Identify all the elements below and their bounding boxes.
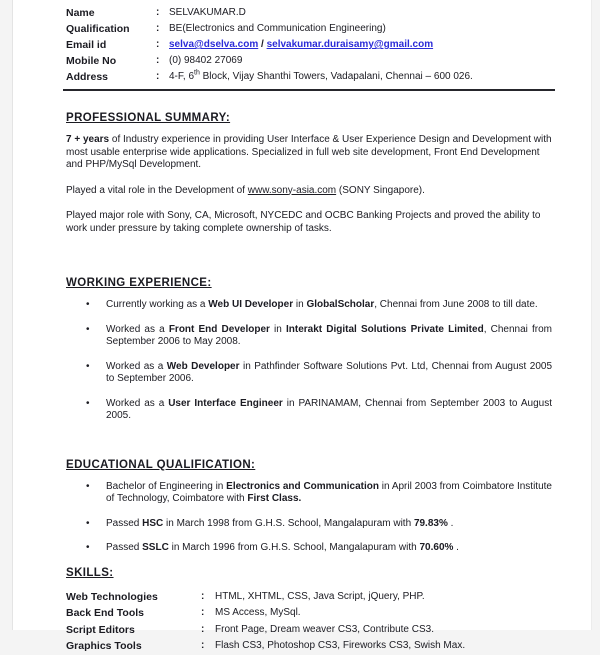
email-value: [169, 37, 552, 53]
skills-row: [66, 638, 552, 655]
summary-paragraph-3: Played major role with Sony, CA, Microsoft, NYCEDC and OCBC Banking Projects and proved the ability to work under pressure by taking complete ownership of tasks.: [66, 210, 541, 234]
experience-item-text: Worked as a User Interface Engineer in PARINAMAM, Chennai from September 2003 to August 2005.: [106, 397, 552, 421]
education-item-text: Passed HSC in March 1998 from G.H.S. School, Mangalapuram with 79.83% .: [106, 517, 454, 529]
colon-separator: :: [201, 640, 205, 651]
experience-item: [86, 398, 552, 423]
experience-item: [86, 324, 552, 349]
skills-row: [66, 605, 552, 622]
experience-item: [86, 299, 552, 312]
education-item: [86, 481, 552, 506]
experience-item-text: Currently working as a Web UI Developer in GlobalScholar, Chennai from June 2008 to till date.: [106, 299, 538, 310]
education-item-text: Passed SSLC in March 1996 from G.H.S. School, Mangalapuram with 70.60% .: [106, 542, 459, 553]
contact-block: [66, 5, 552, 85]
contact-row-name: [66, 5, 552, 21]
address-value: [169, 69, 552, 85]
skill-category-label: Web Technologies: [66, 590, 158, 603]
education-item-text: Bachelor of Engineering in Electronics and Communication in April 2003 from Coimbatore Institute of Technology, Coimbatore with First Class.: [106, 480, 552, 504]
colon-separator: :: [201, 623, 205, 635]
divider-line: [63, 89, 555, 91]
summary-paragraph-1: 7 + years of Industry experience in providing User Interface & User Experience Design and Development with most usable enterprise wide applications. Specialized in full web site development, Front End Development and PHP/MySql Development.: [66, 134, 552, 170]
skill-category-label: Script Editors: [66, 623, 135, 636]
address-ordinal: th: [194, 69, 200, 77]
qualification-label: Qualification: [66, 23, 130, 35]
bullet-icon: •: [86, 517, 90, 529]
bullet-icon: •: [86, 360, 90, 372]
email-link-secondary[interactable]: selvakumar.duraisamy@gmail.com: [266, 39, 434, 50]
experience-item: [86, 361, 552, 386]
bullet-icon: •: [86, 480, 90, 492]
working-experience-heading: WORKING EXPERIENCE:: [66, 277, 212, 289]
skill-value: Flash CS3, Photoshop CS3, Fireworks CS3, Swish Max.: [215, 640, 466, 651]
skill-value: Front Page, Dream weaver CS3, Contribute CS3.: [215, 623, 434, 635]
resume-document: [12, 0, 592, 652]
address-text: Block, Vijay Shanthi Towers, Vadapalani, Chennai – 600 026.: [199, 71, 473, 82]
colon-separator: :: [156, 39, 160, 50]
skills-heading: SKILLS:: [66, 566, 114, 579]
skills-row: [66, 589, 552, 606]
email-label: Email id: [66, 39, 107, 51]
email-separator: /: [258, 39, 267, 50]
skill-value: MS Access, MySql.: [215, 607, 301, 618]
colon-separator: :: [201, 607, 205, 618]
name-label: Name: [66, 7, 95, 19]
name-value: SELVAKUMAR.D: [169, 7, 246, 18]
bullet-icon: •: [86, 323, 90, 335]
colon-separator: :: [156, 55, 160, 66]
education-item: [86, 518, 552, 531]
mobile-value: (0) 98402 27069: [169, 55, 243, 66]
address-label: Address: [66, 71, 109, 83]
colon-separator: :: [201, 590, 205, 602]
email-link-primary[interactable]: selva@dselva.com: [169, 39, 259, 50]
skill-category-label: Back End Tools: [66, 607, 144, 619]
bullet-icon: •: [86, 397, 90, 409]
bullet-icon: •: [86, 542, 90, 553]
contact-row-address: [66, 69, 552, 85]
contact-row-email: [66, 37, 552, 53]
section-professional-summary: [66, 112, 552, 235]
professional-summary-heading: PROFESSIONAL SUMMARY:: [66, 112, 231, 124]
educational-qualification-heading: EDUCATIONAL QUALIFICATION:: [66, 458, 256, 471]
experience-item-text: Worked as a Front End Developer in Interakt Digital Solutions Private Limited, Chennai from September 2006 to May 2008.: [106, 323, 552, 347]
bullet-icon: •: [86, 299, 90, 310]
skill-category-label: Graphics Tools: [66, 640, 142, 652]
address-text: 4-F, 6: [169, 71, 195, 82]
education-item: [86, 542, 552, 555]
summary-paragraph-2: Played a vital role in the Development of www.sony-asia.com (SONY Singapore).: [66, 184, 425, 196]
colon-separator: :: [156, 7, 160, 18]
colon-separator: :: [156, 23, 160, 34]
qualification-value: BE(Electronics and Communication Engineering): [169, 23, 386, 34]
colon-separator: :: [156, 71, 160, 82]
mobile-label: Mobile No: [66, 55, 117, 67]
contact-row-mobile: [66, 53, 552, 69]
section-educational-qualification: [66, 459, 552, 555]
section-working-experience: [66, 277, 552, 423]
contact-row-qualification: [66, 21, 552, 37]
experience-item-text: Worked as a Web Developer in Pathfinder Software Solutions Pvt. Ltd, Chennai from August 2005 to September 2006.: [106, 360, 553, 384]
skill-value: HTML, XHTML, CSS, Java Script, jQuery, PHP.: [215, 590, 425, 602]
section-skills: [66, 567, 552, 655]
